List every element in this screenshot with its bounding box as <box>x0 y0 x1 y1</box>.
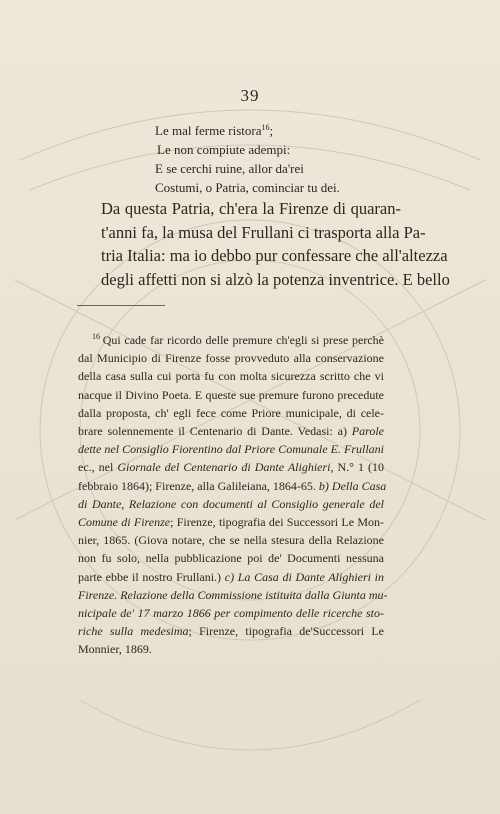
footnote-text: non fu solo, nella pubblicazione poi de' Documenti nessuna <box>78 551 384 566</box>
footnote-text: nier, 1865. (Giova notare, che se nella stesura della Relazione <box>78 533 384 548</box>
footnote-text: ; Firenze, tipografia dei Successori Le Mon- <box>170 515 384 530</box>
footnote-text: riche sulla medesima <box>78 624 189 639</box>
footnote-line <box>78 568 384 586</box>
footnote-text: b) Della Casa <box>318 478 387 493</box>
footnote-text: , N.° 1 (10 <box>330 460 384 475</box>
footnote-line <box>78 328 384 349</box>
verse-line: E se cerchi ruine, allor da'rei <box>155 161 304 176</box>
footnote-separator <box>77 305 165 306</box>
footnote-text: c) La Casa di Dante Alighieri in <box>224 569 385 584</box>
footnote-text: dal Municipio di Firenze fosse provveduto alla conservazione <box>78 351 384 366</box>
footnote-line <box>78 531 384 549</box>
footnote-text: Monnier, 1869. <box>78 642 152 657</box>
verse-line <box>155 118 340 140</box>
footnote-text: Parole <box>351 424 384 439</box>
page-number: 39 <box>240 86 260 105</box>
footnote-text: a) <box>337 424 352 439</box>
footnote <box>78 328 388 659</box>
body-line: tria Italia: ma io debbo pur confessare che all'altezza <box>101 246 448 265</box>
footnote-reference: 16 <box>261 123 270 132</box>
footnote-line <box>78 640 384 658</box>
verse-stanza <box>155 118 340 197</box>
footnote-text: Comune di Firenze <box>78 515 171 530</box>
footnote-line <box>78 549 384 567</box>
footnote-line <box>78 404 384 422</box>
footnote-text: Firenze. Relazione della Commissione istituita dalla Giunta mu- <box>78 587 388 602</box>
footnote-line <box>78 477 387 495</box>
footnote-text: nicipale de' 17 marzo 1866 per compimento delle ricerche sto- <box>78 606 384 621</box>
body-line: Da questa Patria, ch'era la Firenze di quaran- <box>101 199 401 218</box>
footnote-text: di Dante, Relazione con documenti al Consiglio generale del <box>78 496 384 511</box>
footnote-text: febbraio 1864); Firenze, alla Galileiana, 1864-65. <box>78 478 319 493</box>
verse-punctuation: ; <box>269 123 274 138</box>
footnote-text: parte ebbe il nostro Frullani.) <box>78 569 225 584</box>
footnote-text: dette nel Consiglio Fiorentino dal Priore Comunale E. Frullani <box>78 442 384 457</box>
body-line: t'anni fa, la musa del Frullani ci trasporta alla Pa- <box>101 222 426 242</box>
body-paragraph <box>101 197 450 291</box>
footnote-text: nacque il Divino Poeta. E queste sue premure furono precedute <box>78 387 384 402</box>
footnote-text: della casa sulla cui porta fu con molta sicurezza scritto che vi <box>78 369 384 384</box>
footnote-line <box>78 458 384 476</box>
footnote-line <box>78 622 384 640</box>
body-line: degli affetti non si alzò la potenza inventrice. E bello <box>101 269 450 289</box>
verse-line: Costumi, o Patria, cominciar tu dei. <box>155 180 340 195</box>
footnote-marker: 16 <box>92 332 103 341</box>
footnote-line <box>78 349 384 367</box>
verse-line: Le non compiute adempi: <box>157 142 291 157</box>
footnote-line <box>78 586 388 604</box>
footnote-text: brare solennemente il Centenario di Dante. Vedasi: <box>78 424 338 439</box>
footnote-line <box>78 440 384 458</box>
verse-text: Le mal ferme ristora <box>155 123 262 138</box>
footnote-line <box>78 386 384 404</box>
footnote-text: ; Firenze, tipografia de'Successori Le <box>188 624 384 639</box>
footnote-line <box>78 513 384 531</box>
footnote-line <box>78 367 384 385</box>
footnote-line <box>78 495 384 513</box>
footnote-text: ec., nel <box>78 460 118 475</box>
footnote-line <box>78 604 384 622</box>
footnote-line <box>78 422 384 440</box>
footnote-text: dalla proposta, ch' egli fece come Priore municipale, di cele- <box>78 405 384 420</box>
footnote-text: Qui cade far ricordo delle premure ch'egli si prese perchè <box>102 333 385 347</box>
footnote-text: Giornale del Centenario di Dante Alighieri <box>117 460 331 475</box>
